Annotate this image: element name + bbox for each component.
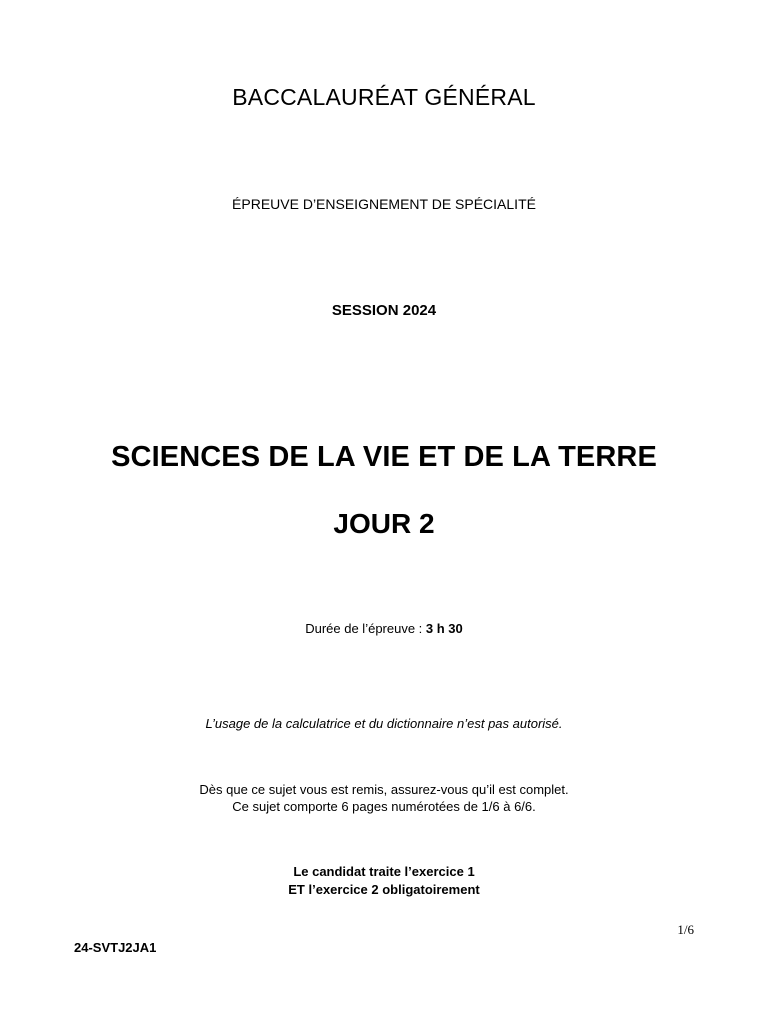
page-count-notice: Ce sujet comporte 6 pages numérotées de 1/6 à 6/6. — [232, 799, 536, 814]
subject-title: SCIENCES DE LA VIE ET DE LA TERRE — [111, 441, 657, 473]
instruction-line-1: Le candidat traite l’exercice 1 — [293, 864, 475, 879]
calculator-notice: L’usage de la calculatrice et du dictionnaire n’est pas autorisé. — [205, 716, 563, 731]
instruction-line-2: ET l’exercice 2 obligatoirement — [288, 882, 480, 897]
duration-label: Durée de l’épreuve : — [305, 621, 426, 636]
completeness-notice: Dès que ce sujet vous est remis, assurez-vous qu’il est complet. — [199, 782, 569, 797]
exam-subtitle: ÉPREUVE D’ENSEIGNEMENT DE SPÉCIALITÉ — [232, 196, 536, 212]
subject-code: 24-SVTJ2JA1 — [74, 940, 157, 955]
duration-value: 3 h 30 — [425, 621, 463, 636]
exam-title: BACCALAURÉAT GÉNÉRAL — [232, 84, 536, 110]
duration-line — [0, 621, 768, 636]
session-label: SESSION 2024 — [331, 302, 437, 319]
exam-day: JOUR 2 — [333, 508, 435, 539]
page-number: 1/6 — [677, 922, 694, 937]
